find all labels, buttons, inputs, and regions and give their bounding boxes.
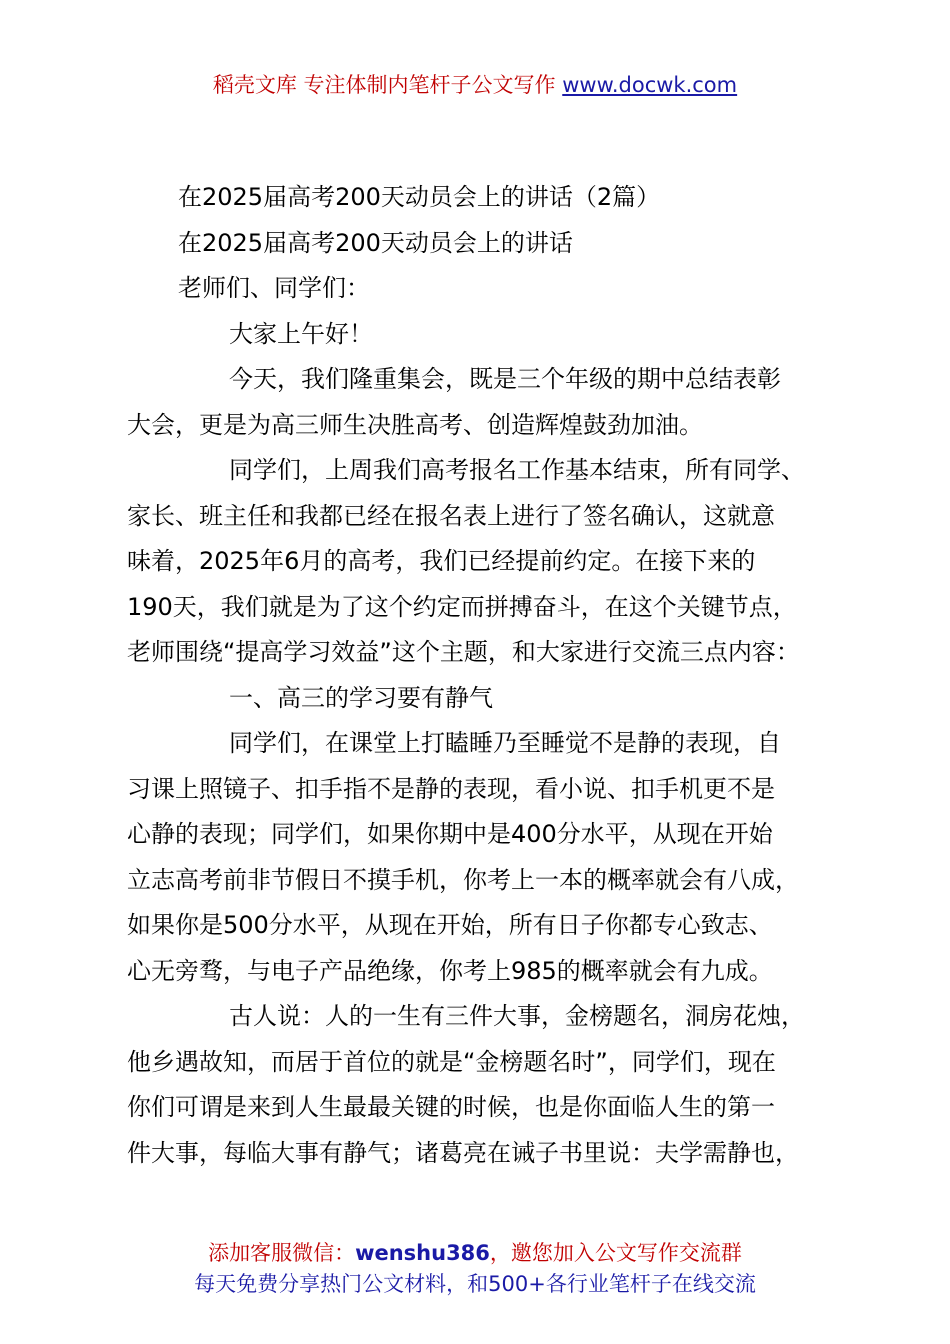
document-title: 在2025届高考200天动员会上的讲话（2篇） <box>178 183 661 211</box>
footer-suffix: ，邀您加入公文写作交流群 <box>489 1241 742 1265</box>
paragraph-line: 你们可谓是来到人生最最关键的时候，也是你面临人生的第一 <box>127 1093 775 1121</box>
paragraph-line: 家长、班主任和我都已经在报名表上进行了签名确认，这就意 <box>127 501 775 530</box>
page-header <box>0 70 950 100</box>
paragraph-line: 心静的表现；同学们，如果你期中是400分水平，从现在开始 <box>127 820 773 848</box>
paragraph-line: 古人说：人的一生有三件大事，金榜题名，洞房花烛， <box>229 1002 805 1030</box>
paragraph-line: 大会，更是为高三师生决胜高考、创造辉煌鼓劲加油。 <box>127 410 703 439</box>
paragraph-line: 如果你是500分水平，从现在开始，所有日子你都专心致志、 <box>127 911 773 939</box>
section-heading: 一、高三的学习要有静气 <box>229 683 493 712</box>
paragraph-line: 味着，2025年6月的高考，我们已经提前约定。在接下来的 <box>127 547 756 575</box>
paragraph-line: 习课上照镜子、扣手指不是静的表现，看小说、扣手机更不是 <box>127 774 775 803</box>
paragraph-line: 他乡遇故知，而居于首位的就是“金榜题名时”，同学们，现在 <box>127 1047 776 1076</box>
wechat-id: wenshu386 <box>355 1241 490 1265</box>
footer-line-1 <box>0 1238 950 1269</box>
document-subtitle: 在2025届高考200天动员会上的讲话 <box>178 228 573 257</box>
paragraph-line: 190天，我们就是为了这个约定而拼搏奋斗，在这个关键节点， <box>127 592 797 621</box>
paragraph-line: 同学们，在课堂上打瞌睡乃至睡觉不是静的表现，自 <box>229 729 781 757</box>
paragraph-line: 同学们，上周我们高考报名工作基本结束，所有同学、 <box>229 456 805 484</box>
paragraph-line: 件大事，每临大事有静气；诸葛亮在诫子书里说：夫学需静也， <box>127 1138 799 1167</box>
header-url-link[interactable]: www.docwk.com <box>562 73 738 97</box>
salutation: 老师们、同学们： <box>178 274 370 302</box>
paragraph-line: 心无旁骛，与电子产品绝缘，你考上985的概率就会有九成。 <box>127 956 773 985</box>
page-footer <box>0 1238 950 1300</box>
document-body <box>127 175 837 1176</box>
paragraph-line: 立志高考前非节假日不摸手机，你考上一本的概率就会有八成， <box>127 865 799 894</box>
footer-prefix: 添加客服微信： <box>208 1241 356 1265</box>
header-brand: 稻壳文库 专注体制内笔杆子公文写作 <box>212 73 556 97</box>
paragraph-line: 老师围绕“提高学习效益”这个主题，和大家进行交流三点内容： <box>127 638 800 666</box>
footer-line-2: 每天免费分享热门公文材料，和500+各行业笔杆子在线交流 <box>194 1272 756 1296</box>
greeting: 大家上午好！ <box>229 319 373 348</box>
paragraph-line: 今天，我们隆重集会，既是三个年级的期中总结表彰 <box>229 365 781 393</box>
